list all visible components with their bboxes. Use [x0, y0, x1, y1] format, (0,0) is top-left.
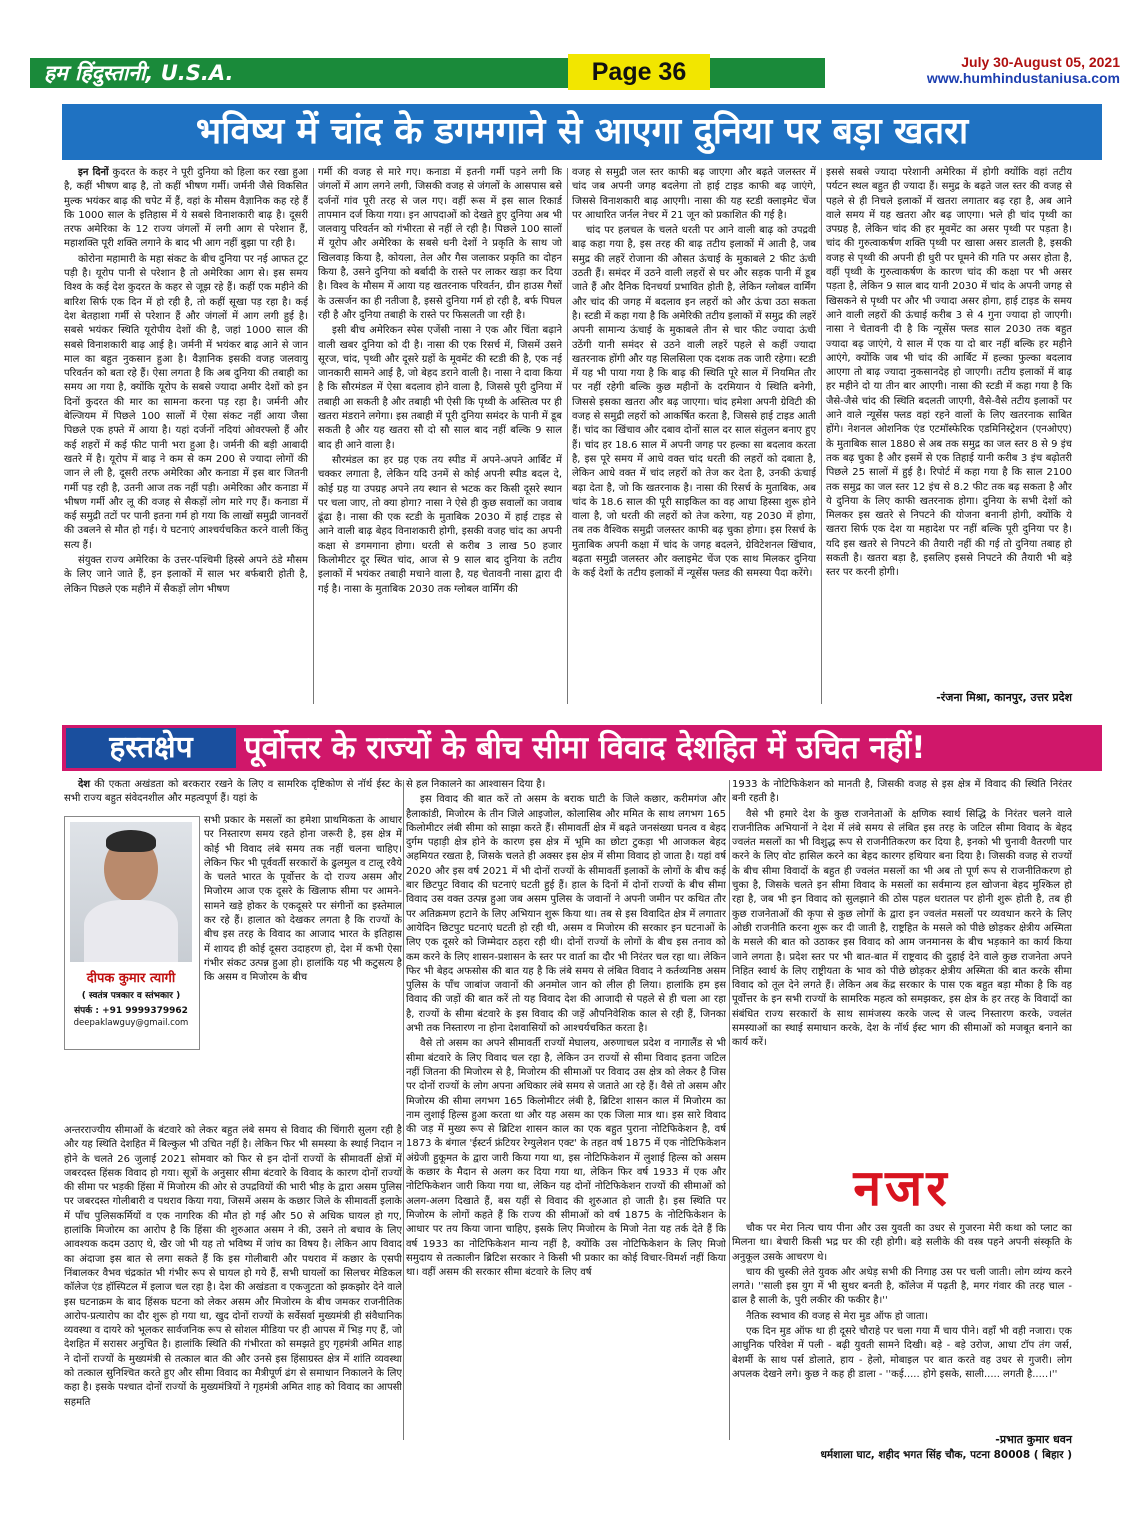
page-number: Page 36 [568, 54, 710, 90]
article1-paragraph: इससे सबसे ज्यादा परेशानी अमेरिका में होगी क्योंकि वहां तटीय पर्यटन स्थल बहुत ही ज्यादा हैं। समुद्र के बढ़ते जल स्तर की वजह से पहले से ही निचले इलाकों में खतरा लगातार बढ़ रहा है, अब आने वाले समय में यह खतरा और बढ़ जाएगा। भले ही चांद पृथ्वी का उपग्रह है, लेकिन चांद की हर मूवमेंट का असर पृथ्वी पर पड़ता है। चांद की गुरुत्वाकर्षण शक्ति पृथ्वी पर खासा असर डालती है, इसकी वजह से पृथ्वी की अपनी ही धुरी पर घूमने की गति पर असर होता है, वहीं पृथ्वी के गुरुत्वाकर्षण के कारण चांद की कक्षा पर भी असर पड़ता है, लेकिन 9 साल बाद यानी 2030 में चांद के अपनी जगह से खिसकने से पृथ्वी पर और भी ज्यादा असर होगा, हाई टाइड के समय आने वाली लहरों की ऊंचाई करीब 3 से 4 गुना ज्यादा हो जाएगी। नासा ने चेतावनी दी है कि न्यूसेंस फ्लड साल 2030 तक बहुत ज्यादा बढ़ जाएंगे, ये साल में एक या दो बार नहीं बल्कि हर महीने आएंगे, क्योंकि जब भी चांद की आर्बिट में हल्का फुल्का बदलाव आएगा तो बाढ़ ज्यादा नुकसानदेह हो जाएगी। तटीय इलाकों में बाढ़ हर महीने दो या तीन बार आएगी। नासा की स्टडी में कहा गया है कि जैसे-जैसे चांद की स्थिति बदलती जाएगी, वैसे-वैसे तटीय इलाकों पर आने वाले न्यूसेंस फ्लड वहां रहने वालों के लिए खतरनाक साबित होंगे। नेशनल ओशनिक एंड एटमॉस्फेरिक एडमिनिस्ट्रेशन (एनओएए) के मुताबिक साल 1880 से अब तक समुद्र का जल स्तर 8 से 9 इंच तक बढ़ चुका है और इसमें से एक तिहाई यानी करीब 3 इंच बढ़ोतरी पिछले 25 सालों में हुई है। रिपोर्ट में कहा गया है कि साल 2100 तक समुद्र का जल स्तर 12 इंच से 8.2 फीट तक बढ़ सकता है और ये दुनिया के लिए काफी खतरनाक होगा। दुनिया के सभी देशों को मिलकर इस खतरे से निपटने की योजना बनानी होगी, क्योंकि ये खतरा सिर्फ एक देश या महादेश पर नहीं बल्कि पूरी दुनिया पर है। यदि इस खतरे से निपटने की तैयारी नहीं की गई तो दुनिया तबाह हो सकती है। खतरा बड़ा है, इसलिए इससे निपटने की तैयारी भी बड़े स्तर पर करनी होगी। [826, 167, 1072, 579]
article1-paragraph: संयुक्त राज्य अमेरिका के उत्तर-पश्चिमी हिस्से अपने ठंडे मौसम के लिए जाने जाते हैं, इन इलाकों में साल भर बर्फबारी होती है, लेकिन पिछले एक महीने में सैकड़ों लोग भीषण [64, 555, 308, 595]
story-address: धर्मशाला घाट, शहीद भगत सिंह चौक, पटना 80008 ( बिहार ) [820, 1449, 1072, 1461]
masthead [0, 0, 1135, 100]
story-paragraph: चाय की चुस्की लेते युवक और अधेड़ सभी की निगाह उस पर चली जाती। लोग व्यंग्य करने लगते। ''साली इस युग में भी सुथर बनती है, कॉलेज में पढ़ती है, मगर गंवार की तरह चाल - ढाल है साली के, पुरी लकीर की फकीर है।'' [732, 1266, 1072, 1307]
article2-paragraph: की एकता अखंडता को बरकरार रखने के लिए व सामरिक दृष्टिकोण से नॉर्थ ईस्ट के सभी राज्य बहुत संवेदनशील और महत्वपूर्ण हैं। यहां के [64, 779, 402, 805]
newspaper-title: हम हिंदुस्तानी, U.S.A. [44, 61, 234, 85]
article1-headline: भविष्य में चांद के डगमगाने से आएगा दुनिया पर बड़ा खतरा [195, 111, 969, 152]
article2-paragraph: अन्तरराज्यीय सीमाओं के बंटवारे को लेकर बहुत लंबे समय से विवाद की चिंगारी सुलग रही है और यह स्थिति देशहित में बिल्कुल भी उचित नहीं है। लेकिन फिर भी समस्या के स्थाई निदान न होने के चलते 26 जुलाई 2021 सोमवार को फिर से इन दोनों राज्यों के सीमावर्ती क्षेत्रों में जबरदस्त हिंसक विवाद हो गया। सूत्रों के अनुसार सीमा बंटवारे के विवाद के कारण दोनों राज्यों की सीमा पर भड़की हिंसा में मिजोरम की ओर से उपद्रवियों की भारी भीड़ के द्वारा असम पुलिस पर जबरदस्त गोलीबारी व पथराव किया गया, जिसमें असम के कछार जिले के सीमावर्ती इलाके में पाँच पुलिसकर्मियों व एक नागरिक की मौत हो गई और 50 से अधिक घायल हो गए, हालांकि मिजोरम का आरोप है कि हिंसा की शुरुआत असम ने की, उसने तो बचाव के लिए आवश्यक कदम उठाए थे, खैर जो भी यह तो भविष्य में जांच का विषय है। लेकिन आप विवाद का अंदाजा इस बात से लगा सकते हैं कि इस गोलीबारी और पथराव में कछार के एसपी निंबालकर वैभव चंद्रकांत भी गंभीर रूप से घायल हो गये हैं, सभी घायलों का सिलचर मेडिकल कॉलेज एंड हॉस्पिटल में इलाज चल रहा है। देश की अखंडता व एकजुटता को झकझोर देने वाले इस घटनाक्रम के बाद हिंसक घटना को लेकर असम और मिजोरम के बीच जमकर राजनीतिक आरोप-प्रत्यारोप का दौर शुरू हो गया था, खुद दोनों राज्यों के सर्वेसर्वा मुख्यमंत्री ही संवैधानिक व्यवस्था व दायरे को भूलकर सार्वजनिक रूप से सोशल मीडिया पर ही आपस में भिड़ गए हैं, जो देशहित में सरासर अनुचित है। हालांकि स्थिति की गंभीरता को समझते हुए गृहमंत्री अमित शाह ने दोनों राज्यों के मुख्यमंत्री से तत्काल बात की और उनसे इस हिंसाग्रस्त क्षेत्र में शांति व्यवस्था को तत्काल सुनिश्चित करते हुए और सीमा विवाद का मैत्रीपूर्ण ढंग से समाधान निकालने के लिए कहा है। इसके पश्चात दोनों राज्यों के मुख्यमंत्रियों ने गृहमंत्री अमित शाह को विवाद का आपसी सहमति [64, 1125, 402, 1408]
issue-date: July 30-August 05, 2021 [961, 54, 1120, 70]
article1-paragraph: इसी बीच अमेरिकन स्पेस एजेंसी नासा ने एक और चिंता बढ़ाने वाली खबर दुनिया को दी है। नासा की एक रिसर्च में, जिसमें उसने सूरज, चांद, पृथ्वी और दूसरे ग्रहों के मूवमेंट की स्टडी की है, एक नई जानकारी सामने आई है, जो बेहद डराने वाली है। नासा ने दावा किया है कि सौरमंडल में ऐसा बदलाव होने वाला है, जिससे पूरी दुनिया में तबाही आ सकती है और तबाही भी ऐसी कि पृथ्वी के अस्तित्व पर ही खतरा मंडराने लगेगा। इस तबाही में पूरी दुनिया समंदर के पानी में डूब सकती है और यह खतरा सौ दो सौ साल बाद नहीं बल्कि 9 साल बाद ही आने वाला है। [318, 325, 562, 451]
article2-paragraph: से हल निकालने का आश्वासन दिया है। [406, 779, 546, 790]
article1-column-2 [318, 166, 562, 706]
article1-paragraph: कुदरत के कहर ने पूरी दुनिया को हिला कर रखा हुआ है, कहीं भीषण बाढ़ है, तो कहीं भीषण गर्मी। जर्मनी जैसे विकसित मुल्क भयंकर बाढ़ की चपेट में हैं, वहां के मौसम वैज्ञानिक कह रहे हैं कि 1000 साल के इतिहास में ये सबसे विनाशकारी बाढ़ है। दूसरी तरफ अमेरिका के 12 राज्य जंगलों में लगी आग से परेशान हैं, महाशक्ति पूरी शक्ति लगाने के बाद भी आग नहीं बुझा पा रही है। [64, 167, 308, 250]
story-paragraph: नैतिक स्वभाव की वजह से मेरा मुड ऑफ हो जाता। [746, 1310, 928, 1322]
story-title: नजर [853, 1159, 951, 1217]
story-body [732, 1222, 1072, 1432]
article2-lead: देश [78, 779, 91, 790]
article2-column-1-top [64, 778, 402, 814]
author-role: ( स्वतंत्र पत्रकार व स्तंभकार ) [81, 991, 181, 1001]
article1-paragraph: सौरमंडल का हर ग्रह एक तय स्पीड में अपने-अपने आर्बिट में चक्कर लगाता है, लेकिन यदि उनमें से कोई अपनी स्पीड बदल दे, कोई ग्रह या उपग्रह अपने तय स्थान से भटक कर किसी दूसरे स्थान पर चला जाए, तो क्या होगा? नासा ने ऐसे ही कुछ सवालों का जवाब ढूंढा है। नासा की एक स्टडी के मुताबिक 2030 में हाई टाइड से आने वाली बाढ़ बेहद विनाशकारी होगी, इसकी वजह चांद का अपनी कक्षा से डगमगाना होगा। धरती से करीब 3 लाख 50 हजार किलोमीटर दूर स्थित चांद, आज से 9 साल बाद दुनिया के तटीय इलाकों में भयंकर तबाही मचाने वाला है, यह चेतावनी नासा द्वारा दी गई है। नासा के मुताबिक 2030 तक ग्लोबल वार्मिंग की [318, 454, 562, 595]
article1-paragraph: कोरोना महामारी के महा संकट के बीच दुनिया पर नई आफत टूट पड़ी है। यूरोप पानी से परेशान है तो अमेरिका आग से। इस समय विश्व के कई देश कुदरत के कहर से जूझ रहे हैं। कहीं एक महीने की बारिश सिर्फ एक दिन में हो रही है, तो कहीं सूखा पड़ रहा है। कई देश बेतहाशा गर्मी से परेशान हैं और जंगलों में आग लगी हुई है। सबसे भयंकर स्थिति यूरोपीय देशों की है, जहां 1000 साल की सबसे विनाशकारी बाढ़ आई है। जर्मनी में भयंकर बाढ़ आने से जान माल का बहुत नुकसान हुआ है। वैज्ञानिक इसकी वजह जलवायु परिवर्तन को बता रहे हैं। ऐसा लगता है कि अब दुनिया की तबाही का समय आ गया है, क्योंकि यूरोप के सबसे ज्यादा अमीर देशों को इन दिनों कुदरत की मार का सामना करना पड़ रहा है। जर्मनी और बेल्जियम में पिछले 100 सालों में ऐसा संकट नहीं आया जैसा पिछले एक हफ्ते में आया है। यहां दर्जनों नदियां ओवरफ्लो हैं और कई शहरों में कई फीट पानी भरा हुआ है। जर्मनी की बड़ी आबादी खतरे में है। यूरोप में बाढ़ ने कम से कम 200 से ज्यादा लोगों की जान ले ली है, दूसरी तरफ अमेरिका और कनाडा में इस बार जितनी गर्मी पड़ रही है, उतनी आज तक नहीं पड़ी। अमेरिका और कनाडा में भीषण गर्मी और लू की वजह से सैकड़ों लोग मारे गए हैं। कनाडा में कई समुद्री तटों पर पानी इतना गर्म हो गया कि लाखों समुद्री जानवरों की उबलने से मौत हो गई। ये घटनाएं आश्चर्यचकित करने वाली किंतु सत्य हैं। [64, 253, 308, 551]
author-photo [70, 822, 192, 962]
article1-paragraph: गर्मी की वजह से मारे गए। कनाडा में इतनी गर्मी पड़ने लगी कि जंगलों में आग लगने लगी, जिसकी वजह से जंगलों के आसपास बसे दर्जनों गांव पूरी तरह से जल गए। वहीं रूस में इस साल रिकार्ड तापमान दर्ज किया गया। इन आपदाओं को देखते हुए दुनिया अब भी जलवायु परिवर्तन को गंभीरता से नहीं ले रही है। पिछले 100 सालों में यूरोप और अमेरिका के सबसे धनी देशों ने प्रकृति के साथ जो खिलवाड़ किया है, कोयला, तेल और गैस जलाकर प्रकृति का दोहन किया है, उसने दुनिया को बर्बादी के रास्ते पर लाकर खड़ा कर दिया है। विश्व के मौसम में आया यह खतरनाक परिवर्तन, ग्रीन हाउस गैसों के उत्सर्जन का ही नतीजा है, इससे दुनिया गर्म हो रही है, बर्फ पिघल रही है और दुनिया तबाही के रास्ते पर फिसलती जा रही है। [318, 167, 562, 321]
author-phone: संपर्क : +91 9999379962 [74, 1006, 188, 1016]
article2-column-1-middle [204, 814, 402, 1124]
article1-column-4 [826, 166, 1072, 688]
article1-byline: -रंजना मिश्रा, कानपुर, उत्तर प्रदेश [936, 691, 1072, 704]
article1-lead: इन दिनों [78, 167, 109, 178]
story-byline: -प्रभात कुमार धवन [995, 1433, 1072, 1446]
article2-paragraph: 1933 के नोटिफिकेशन को मानती है, जिसकी वजह से इस क्षेत्र में विवाद की स्थिति निरंतर बनी रहती है। [732, 779, 1072, 805]
website-url[interactable]: www.humhindustaniusa.com [926, 70, 1120, 86]
column-divider [729, 780, 730, 1440]
column-divider [567, 168, 568, 704]
author-hair [106, 830, 156, 852]
article2-column-3 [732, 778, 1072, 1210]
column-divider [313, 168, 314, 704]
article2-column-2 [406, 778, 726, 1442]
story-paragraph: एक दिन मुड ऑफ था ही दूसरे चौराहे पर चला गया मैं चाय पीने। वहाँ भी वही नजारा। एक आधुनिक परिवेश में पली - बढ़ी युवती सामने दिखी। बड़े - बड़े उरोज, आधा टॉप तंग जर्स, बेशर्मी के साथ पर्स डोलाते, हाय - हेलो, मोबाइल पर बात करते वह उधर से गुजरी। लोग अपलक देखने लगे। कुछ ने कह ही डाला - ''कई..... होगे इसके, साली..... लगती है.....।'' [732, 1326, 1072, 1380]
author-email[interactable]: deepaklawguy@gmail.com [73, 1018, 189, 1028]
article1-column-3 [572, 166, 816, 706]
column-divider [821, 168, 822, 704]
story-paragraph: चौक पर मेरा नित्य चाय पीना और उस युवती का उधर से गुजरना मेरी कथा को प्लाट का मिलना था। बेचारी किसी भद्र घर की रही होगी। बड़े सलीके की वस्त्र पहने अपनी संस्कृति के अनुकूल उसके आचरण थे। [732, 1223, 1072, 1263]
article2-paragraph: वैसे तो असम का अपने सीमावर्ती राज्यों मेघालय, अरुणाचल प्रदेश व नागालैंड से भी सीमा बंटवारे के लिए विवाद चल रहा है, लेकिन उन राज्यों से सीमा विवाद इतना जटिल नहीं जितना की मिजोरम से है, मिजोरम की सीमाओं पर विवाद उस क्षेत्र को लेकर है जिस पर दोनों राज्यों के लोग अपना अधिकार लंबे समय से जताते आ रहे हैं। वैसे तो असम और मिजोरम की सीमा लगभग 165 किलोमीटर लंबी है, ब्रिटिश शासन काल में मिजोरम का नाम लुशाई हिल्स हुआ करता था और यह असम का एक जिला मात्र था। इस सारे विवाद की जड़ में मुख्य रूप से ब्रिटिश शासन काल का एक बहुत पुराना नोटिफिकेशन है, वर्ष 1873 के बंगाल 'ईस्टर्न फ्रंटियर रेग्युलेशन एक्ट' के तहत वर्ष 1875 में एक नोटिफिकेशन अंग्रेजी हुकूमत के द्वारा जारी किया गया था, इस नोटिफिकेशन में लुशाई हिल्स को असम के कछार के मैदान से अलग कर दिया गया था, लेकिन फिर वर्ष 1933 में एक और नोटिफिकेशन जारी किया गया था, लेकिन यह दोनों नोटिफिकेशन राज्यों की सीमाओं को अलग-अलग दिखाते हैं, बस यहीं से विवाद की शुरुआत हो जाती है। इस स्थिति पर मिजोरम के लोगों कहते हैं कि राज्य की सीमाओं को वर्ष 1875 के नोटिफिकेशन के आधार पर तय किया जाना चाहिए, इसके लिए मिजोरम के मिजो नेता यह तर्क देते हैं कि वर्ष 1933 का नोटिफिकेशन मान्य नहीं है, क्योंकि उस नोटिफिकेशन के लिए मिजो समुदाय से तत्कालीन ब्रिटिश सरकार ने किसी भी प्रकार का कोई विचार-विमर्श नहीं किया था। वहीं असम की सरकार सीमा बंटवारे के लिए वर्ष [406, 1038, 726, 1279]
article2-paragraph: सभी प्रकार के मसलों का हमेशा प्राथमिकता के आधार पर निस्तारण समय रहते होना जरूरी है, इस क्षेत्र में कोई भी विवाद लंबे समय तक नहीं चलना चाहिए। लेकिन फिर भी पूर्ववर्ती सरकारों के ढुलमुल व टालू रवैये के चलते भारत के पूर्वोत्तर के दो राज्य असम और मिजोरम आज एक दूसरे के खिलाफ सीमा पर आमने-सामने खड़े होकर के एकदूसरे पर संगीनों का इस्तेमाल कर रहे हैं। हालात को देखकर लगता है कि राज्यों के बीच इस तरह के विवाद का आजाद भारत के इतिहास में शायद ही कोई दूसरा उदाहरण हो, देश में कभी ऐसा गंभीर संकट उत्पन्न हुआ हो। हालांकि यह भी कटुसत्य है कि असम व मिजोरम के बीच [204, 815, 402, 984]
article2-paragraph: इस विवाद की बात करें तो असम के बराक घाटी के जिले कछार, करीमगंज और हैलाकांडी, मिजोरम के तीन जिले आइजोल, कोलासिब और ममित के साथ लगभग 165 किलोमीटर लंबी सीमा को साझा करते हैं। सीमावर्ती क्षेत्र में बढ़ते जनसंख्या घनत्व व बेहद दुर्गम पहाड़ी क्षेत्र होने के कारण इस क्षेत्र में भूमि का छोटा टुकड़ा भी आजकल बेहद अहमियत रखता है, जिसके चलते ही अक्सर इस क्षेत्र में सीमा विवाद हो जाता है। यहां वर्ष 2020 और इस वर्ष 2021 में भी दोनों राज्यों के सीमावर्ती इलाकों के लोगों के बीच कई बार छिटपुट विवाद की घटनाएं घटती हुई हैं। हाल के दिनों में दोनों राज्यों के बीच सीमा विवाद उस वक्त उत्पन्न हुआ जब असम पुलिस के जवानों ने अपनी जमीन पर कथित तौर पर अतिक्रमण हटाने के लिए अभियान शुरू किया था। तब से इस विवादित क्षेत्र में लगातार आयेदिन छिटपुट घटनाएं घटती हो रही थी, असम व मिजोरम की सरकार इन घटनाओं के लिए एक दूसरे को जिम्मेदार ठहरा रही थी। दोनों राज्यों के लोगों के बीच इस तनाव को कम करने के लिए शासन-प्रशासन के स्तर पर वार्ता का दौर भी निरंतर चल रहा था। लेकिन फिर भी बेहद अफसोस की बात यह है कि लंबे समय से लंबित विवाद ने कर्तव्यनिष्ठ असम पुलिस के पाँच जाबांज जवानों की अनमोल जान को लील ही लिया। हालांकि हम इस विवाद की जड़ों की बात करें तो यह विवाद देश की आजादी से पहले से ही चला आ रहा है, राज्यों के सीमा बंटवारे के इस विवाद की जड़ें औपनिवेशिक काल से रही हैं, जिनका अभी तक निस्तारण ना होना देशवासियों को आश्चर्यचकित करता है। [406, 794, 726, 1035]
article2-column-1-bottom [64, 1124, 402, 1442]
article1-paragraph: वजह से समुद्री जल स्तर काफी बढ़ जाएगा और बढ़ते जलस्तर में चांद जब अपनी जगह बदलेगा तो हाई टाइड काफी बढ़ जाएंगे, जिससे विनाशकारी बाढ़ आएगी। नासा की यह स्टडी क्लाइमेट चेंज पर आधारित जर्नल नेचर में 21 जून को प्रकाशित की गई है। [572, 167, 816, 221]
article2-paragraph: वैसे भी हमारे देश के कुछ राजनेताओं के क्षणिक स्वार्थ सिद्धि के निरंतर चलने वाले राजनीतिक अभियानों ने देश में लंबे समय से लंबित इस तरह के जटिल सीमा विवाद के बेहद ज्वलंत मसलों का भी विशुद्ध रूप से राजनीतिकरण कर दिया है, इनको भी चुनावी वैतरणी पार करने के लिए वोट हासिल करने का बेहद कारगर हथियार बना दिया है। जिसकी वजह से राज्यों के बीच सीमा विवादों के बहुत ही ज्वलंत मसलों का भी अब तो पूर्ण रूप से राजनीतिकरण हो चुका है, जिसके चलते इन सीमा विवाद के मसलों का सर्वमान्य हल खोजना बेहद मुश्किल हो रहा है, जब भी इन विवाद को सुलझाने की ठोस पहल धरातल पर होनी शुरू होती है, तब ही कुछ राजनेताओं की कृपा से कुछ लोगों के द्वारा इन ज्वलंत मसलों पर व्यवधान करने के लिए ओछी राजनीति करना शुरू कर दी जाती है, राष्ट्रहित के मसले को पीछे छोड़कर क्षेत्रीय अस्मिता के मसले की बात को उठाकर इस विवाद को आम जनमानस के बीच भड़काने का कार्य किया जाने लगता है। प्रदेश स्तर पर भी बात-बात में राष्ट्रवाद की दुहाई देने वाले कुछ राजनेता अपने निहित स्वार्थ के लिए राष्ट्रीयता के भाव को पीछे छोड़कर क्षेत्रीय अस्मिता की बात करके सीमा विवाद को तूल देने लगते हैं। लेकिन अब केंद्र सरकार के पास एक बहुत बड़ा मौका है कि वह पूर्वोत्तर के इन सभी राज्यों के सामरिक महत्व को समझकर, इस क्षेत्र के हर तरह के विवादों का संबंधित राज्य सरकारों के साथ सामंजस्य करके जल्द से जल्द निस्तारण करके, ज्वलंत समस्याओं का स्थाई समाधान करके, देश के नॉर्थ ईस्ट भाग की सीमाओं को मजबूत बनाने का कार्य करें। [732, 808, 1072, 1049]
column-divider [403, 780, 404, 1440]
article2-headline: पूर्वोत्तर के राज्यों के बीच सीमा विवाद देशहित में उचित नहीं! [244, 730, 926, 766]
article1-paragraph: चांद पर हलचल के चलते धरती पर आने वाली बाढ़ को उपद्रवी बाढ़ कहा गया है, इस तरह की बाढ़ तटीय इलाकों में आती है, जब समुद्र की लहरें रोजाना की औसत ऊंचाई के मुकाबले 2 फीट ऊंची उठती हैं। समंदर में उठने वाली लहरों से घर और सड़क पानी में डूब जाते हैं और दैनिक दिनचर्या प्रभावित होती है, लेकिन ग्लोबल वार्मिंग और चांद की जगह में बदलाव इन लहरों को और ऊंचा उठा सकता है। स्टडी में कहा गया है कि अमेरिकी तटीय इलाकों में समुद्र की लहरें अपनी सामान्य ऊंचाई के मुकाबले तीन से चार फीट ज्यादा ऊंची उठेंगी यानी समंदर से उठने वाली लहरें पहले से कहीं ज्यादा खतरनाक होंगी और यह सिलसिला एक दशक तक जारी रहेगा। स्टडी में यह भी पाया गया है कि बाढ़ की स्थिति पूरे साल में नियमित तौर पर नहीं रहेगी बल्कि कुछ महीनों के दरमियान ये स्थिति बनेगी, जिससे इसका खतरा और बढ़ जाएगा। चांद हमेशा अपनी ग्रेविटी की वजह से समुद्री लहरों को आकर्षित करता है, जिससे हाई टाइड आती हैं। चांद का खिंचाव और दबाव दोनों साल दर साल संतुलन बनाए हुए हैं। चांद हर 18.6 साल में अपनी जगह पर हल्का सा बदलाव करता है, इस पूरे समय में आधे वक्त चांद धरती की लहरों को दबाता है, लेकिन आधे वक्त में चांद लहरों को तेज कर देता है, उनकी ऊंचाई बढ़ा देता है, जो कि खतरनाक है। नासा की रिसर्च के मुताबिक, अब चांद के 18.6 साल की पूरी साइकिल का वह आधा हिस्सा शुरू होने वाला है, जो धरती की लहरों को तेज करेगा, यह 2030 में होगा, तब तक वैश्विक समुद्री जलस्तर काफी बढ़ चुका होगा। इस रिसर्च के मुताबिक अपनी कक्षा में चांद के जगह बदलने, ग्रेविटेशनल खिंचाव, बढ़ता समुद्री जलस्तर और क्लाइमेट चेंज एक साथ मिलकर दुनिया के कई देशों के तटीय इलाकों में न्यूसेंस फ्लड की समस्या पैदा करेंगे। [572, 225, 816, 580]
section-tag: हस्तक्षेप [66, 728, 236, 768]
author-name: दीपक कुमार त्यागी [86, 971, 176, 986]
masthead-green-bar-right [710, 58, 825, 88]
author-shirt [84, 900, 178, 962]
article1-column-1 [64, 166, 308, 706]
